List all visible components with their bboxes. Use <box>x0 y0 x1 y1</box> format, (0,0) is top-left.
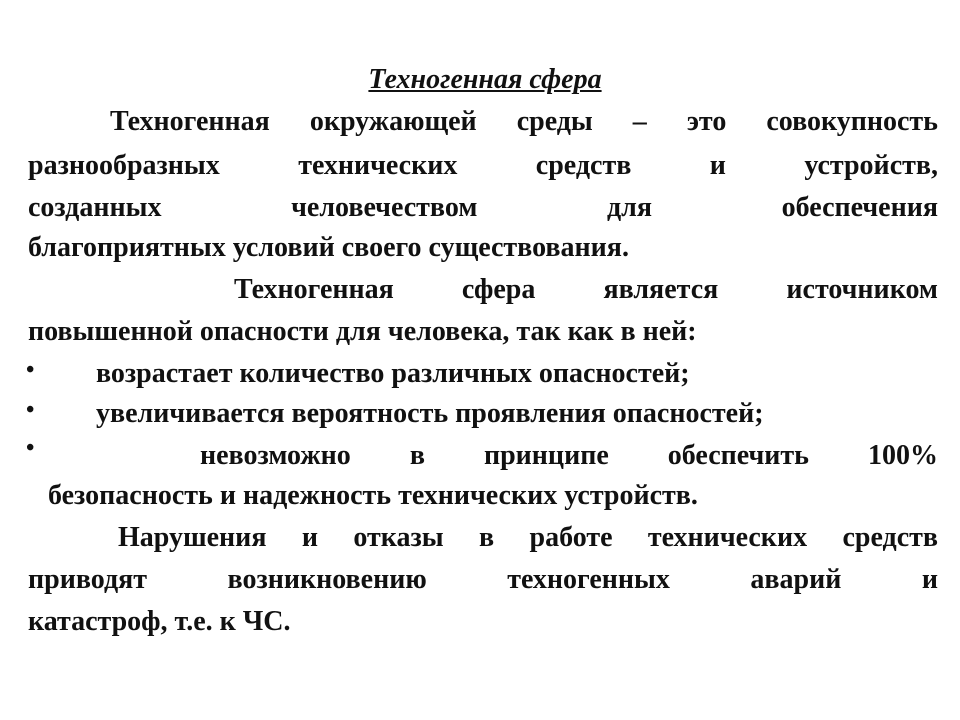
bullet-2-marker: • <box>26 397 35 423</box>
paragraph-1-line-4: благоприятных условий своего существования. <box>28 232 629 263</box>
paragraph-3-line-3: катастроф, т.е. к ЧС. <box>28 606 291 637</box>
paragraph-1-line-1: Техногенная окружающей среды – это совокупность <box>110 106 938 137</box>
bullet-3-text-line-1: невозможно в принципе обеспечить 100% <box>200 440 938 471</box>
paragraph-3-line-1: Нарушения и отказы в работе технических средств <box>118 522 938 553</box>
bullet-2-text: увеличивается вероятность проявления опасностей; <box>96 398 764 429</box>
paragraph-2-line-1: Техногенная сфера является источником <box>234 274 938 305</box>
bullet-1-marker: • <box>26 357 35 383</box>
paragraph-3-line-2: приводят возникновению техногенных аварий и <box>28 564 938 595</box>
paragraph-1-line-3: созданных человечеством для обеспечения <box>28 192 938 223</box>
paragraph-1-line-2: разнообразных технических средств и устройств, <box>28 150 938 181</box>
paragraph-2-line-2: повышенной опасности для человека, так как в ней: <box>28 316 697 347</box>
bullet-3-text-line-2: безопасность и надежность технических устройств. <box>48 480 698 511</box>
slide-title: Техногенная сфера <box>368 64 602 95</box>
bullet-3-marker: • <box>26 435 35 461</box>
bullet-1-text: возрастает количество различных опасностей; <box>96 358 690 389</box>
